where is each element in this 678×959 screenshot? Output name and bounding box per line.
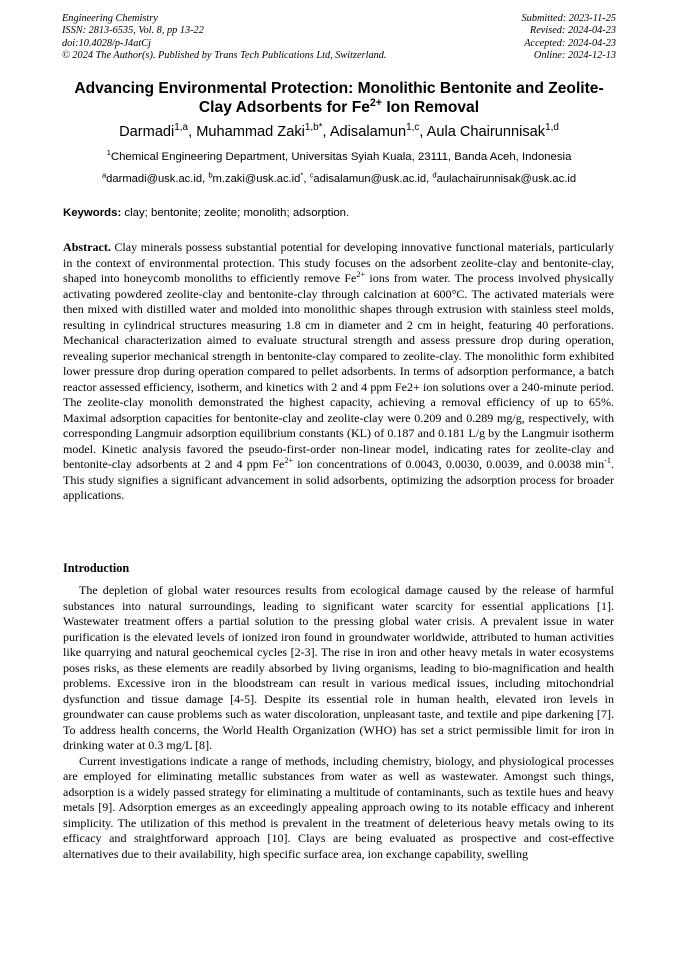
section-heading-introduction: Introduction	[63, 561, 130, 575]
title-end: Ion Removal	[382, 98, 480, 116]
abstract-label: Abstract.	[63, 240, 111, 254]
affiliation-text: Chemical Engineering Department, Universitas Syiah Kuala, 23111, Banda Aceh, Indonesia	[110, 151, 572, 163]
email-link[interactable]: aulachairunnisak@usk.ac.id	[436, 173, 577, 185]
paper-title	[60, 80, 618, 117]
email-marker: c	[309, 170, 314, 180]
keywords	[63, 206, 349, 220]
author-marker: 1,d	[545, 122, 559, 134]
paragraph: Current investigations indicate a range of methods, including chemistry, biology, and physiological processes are employed for eliminating metallic substances from water as well as wastewater. Amongst such things, adsorption is a widely passed strategy for eliminating a multitude of contaminants, such as textile hues and heavy metals [9]. Adsorption emerges as an exceedingly appealing approach owing to its notable efficacy and inherent simplicity. The utilization of this method is prevalent in the treatment of deleterious heavy metals owing to its efficacy and straightforward approach [10]. Clays are being evaluated as prospective and cost-effective alternatives due to their availability, high specific surface area, ion exchange capability, swelling	[63, 753, 614, 861]
date-online: Online: 2024-12-13	[533, 50, 616, 62]
affiliation	[40, 150, 638, 164]
journal-name: Engineering Chemistry	[62, 13, 158, 24]
title-superscript: 2+	[369, 96, 382, 109]
affiliation-marker: 1	[106, 148, 111, 158]
abstract-text: Clay minerals possess substantial potential for developing innovative functional materials, particularly in the context of environmental protection. This study focuses on the adsorbent zeolite-clay and bentonite-clay, shaped into honeycomb monoliths to efficiently remove Fe	[63, 240, 614, 285]
publication-dates	[522, 13, 616, 63]
email-separator: ,	[303, 173, 310, 185]
author-name: Aula Chairunnisak	[426, 124, 546, 140]
author-name: Darmadi	[119, 124, 175, 140]
abstract-superscript: 2+	[356, 269, 366, 279]
journal-doi: doi:10.4028/p-J4atCj	[62, 37, 151, 49]
author-marker: 1,c	[406, 122, 420, 134]
introduction-body	[63, 583, 614, 862]
title-main: Advancing Environmental Protection: Monolithic Bentonite and Zeolite-Clay Adsorbents for Fe	[74, 80, 604, 116]
author-emails	[40, 172, 638, 186]
author-separator: ,	[188, 124, 197, 140]
abstract-text: ion concentrations of 0.0043, 0.0030, 0.0039, and 0.0038 min	[293, 457, 605, 471]
email-marker: d	[432, 170, 437, 180]
email-marker: a	[101, 170, 107, 180]
author-marker: 1,a	[174, 122, 189, 134]
paragraph: The depletion of global water resources results from ecological damage caused by the release of harmful substances into natural surroundings, leading to significant water scarcity for essential applications [1]. Wastewater treatment offers a partial solution to the pressing global water crisis. A prevalent issue in water purification is the elevated levels of ionized iron found in groundwater worldwide, attributed to human activities like quarrying and natural geochemical cycles [2-3]. The rise in iron and other heavy metals in water ecosystems poses risks, as these elements are readily absorbed by living organisms, leading to bio-magnification and health problems. Excessive iron in the bloodstream can result in various medical issues, including mitochondrial dysfunction and tissue damage [4-5]. Despite its essential role in human health, elevated iron levels in groundwater can cause problems such as water discoloration, unpleasant taste, and textile and pipe darkening [7]. To address health concerns, the World Health Organization (WHO) has set a strict permissible limit for iron in drinking water at 0.3 mg/L [8].	[63, 583, 614, 752]
abstract-text: ions from water. The process involved physically activating powdered zeolite-clay and bentonite-clay through calcination at 600°C. The activated materials were then mixed with distilled water and molded into monolithic shapes through extrusion with stainless steel molds, resulting in cylindrical structures measuring 1.8 cm in diameter and 2 cm in height, featuring 40 perforations. Mechanical characterization aimed to evaluate structural strength and assess pressure drop during operation, revealing superior mechanical strength in bentonite-clay compared to zeolite-clay. The monolithic form exhibited lower pressure drop during operation compared to pellet adsorbents. In terms of adsorption performance, a batch reactor assessed efficiency, isotherm, and kinetics with 2 and 4 ppm Fe2+ ion solutions over a 240-minute period. The zeolite-clay monolith demonstrated the highest capacity, achieving a removal efficiency of up to 65%. Maximal adsorption capacities for bentonite-clay and zeolite-clay were 0.209 and 0.289 mg/g, respectively, with corresponding Langmuir adsorption equilibrium constants (KL) of 0.187 and 0.181 L/g by the Langmuir isotherm model. Kinetic analysis favored the pseudo-first-order non-linear model, indicating rates for zeolite-clay and bentonite-clay adsorbents at 2 and 4 ppm Fe	[63, 271, 614, 471]
email-link[interactable]: adisalamun@usk.ac.id,	[313, 173, 433, 185]
author-name: Muhammad Zaki	[196, 124, 305, 140]
author-marker: 1,b*	[304, 122, 323, 134]
keywords-text: clay; bentonite; zeolite; monolith; adsorption.	[121, 207, 350, 219]
keywords-label: Keywords:	[63, 207, 122, 219]
journal-issn: ISSN: 2813-6535, Vol. 8, pp 13-22	[62, 25, 204, 37]
abstract-superscript: 2+	[284, 455, 294, 465]
date-accepted: Accepted: 2024-04-23	[524, 37, 616, 49]
abstract-text: . This study signifies a significant advancement in solid adsorbents, optimizing the adsorption process for broader applications.	[63, 457, 615, 502]
author-list	[40, 123, 638, 141]
corresponding-marker: *	[300, 170, 304, 180]
journal-info	[62, 13, 386, 63]
email-link[interactable]: m.zaki@usk.ac.id	[212, 173, 301, 185]
author-separator: ,	[419, 124, 427, 140]
date-submitted: Submitted: 2023-11-25	[521, 13, 616, 24]
email-marker: b	[208, 170, 213, 180]
abstract	[63, 240, 614, 504]
abstract-superscript: -1	[604, 455, 611, 465]
date-revised: Revised: 2024-04-23	[529, 25, 616, 37]
author-name: Adisalamun	[329, 124, 407, 140]
copyright-notice: © 2024 The Author(s). Published by Trans Tech Publications Ltd, Switzerland.	[62, 50, 387, 62]
email-link[interactable]: darmadi@usk.ac.id,	[106, 173, 209, 185]
author-separator: ,	[322, 124, 330, 140]
